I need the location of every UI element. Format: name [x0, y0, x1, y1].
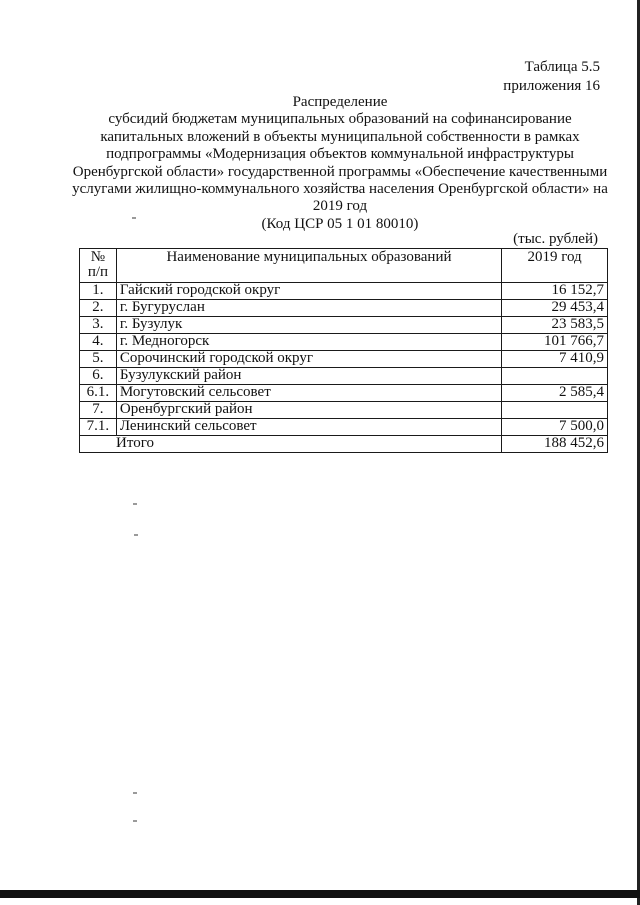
scan-speck — [133, 503, 137, 505]
total-label: Итого — [80, 436, 502, 453]
table-row — [80, 334, 608, 351]
table-header-row — [80, 249, 608, 283]
table-row — [80, 419, 608, 436]
header-number — [80, 249, 117, 283]
row-value: 7 410,9 — [502, 351, 608, 368]
row-name: Гайский городской округ — [116, 283, 501, 300]
header-number-line1: № — [90, 249, 106, 265]
row-value: 23 583,5 — [502, 317, 608, 334]
row-number: 3. — [80, 317, 117, 334]
row-value — [502, 368, 608, 385]
row-name: г. Медногорск — [116, 334, 501, 351]
table-row — [80, 402, 608, 419]
units-label: (тыс. рублей) — [513, 231, 598, 247]
table-row — [80, 283, 608, 300]
row-number: 2. — [80, 300, 117, 317]
row-name: Могутовский сельсовет — [116, 385, 501, 402]
scan-speck — [133, 820, 137, 822]
scan-speck — [132, 217, 136, 219]
row-name: Оренбургский район — [116, 402, 501, 419]
row-value: 2 585,4 — [502, 385, 608, 402]
row-name: Сорочинский городской округ — [116, 351, 501, 368]
appendix-number: приложения 16 — [503, 78, 600, 94]
scan-bottom-bar — [0, 890, 640, 898]
heading-title: Распределение — [292, 94, 388, 110]
row-number: 5. — [80, 351, 117, 368]
table-row — [80, 368, 608, 385]
scan-speck — [134, 534, 138, 536]
row-name: Бузулукский район — [116, 368, 501, 385]
table-number: Таблица 5.5 — [524, 59, 600, 75]
row-name: Ленинский сельсовет — [116, 419, 501, 436]
header-number-line2: п/п — [87, 264, 109, 280]
row-name: г. Бузулук — [116, 317, 501, 334]
row-number: 7.1. — [80, 419, 117, 436]
row-number: 4. — [80, 334, 117, 351]
subsidy-table — [79, 248, 608, 453]
row-number: 6. — [80, 368, 117, 385]
row-number: 1. — [80, 283, 117, 300]
heading-description: субсидий бюджетам муниципальных образований на софинансирование капитальных вложений в объекты муниципальной собственности в рамках подпрограммы «Модернизация объектов коммунальной инфраструктуры Оренбургской области» государственной программы «Обеспечение качественными услугами жилищно-коммунального хозяйства населения Оренбургской области» на 2019 год — [72, 111, 608, 215]
row-value — [502, 402, 608, 419]
row-value: 29 453,4 — [502, 300, 608, 317]
row-number: 6.1. — [80, 385, 117, 402]
row-value: 7 500,0 — [502, 419, 608, 436]
row-value: 16 152,7 — [502, 283, 608, 300]
table-row — [80, 300, 608, 317]
row-value: 101 766,7 — [502, 334, 608, 351]
total-row — [80, 436, 608, 453]
row-name: г. Бугуруслан — [116, 300, 501, 317]
table-row — [80, 385, 608, 402]
scan-speck — [133, 792, 137, 794]
budget-code: (Код ЦСР 05 1 01 80010) — [261, 215, 419, 232]
document-heading — [70, 94, 610, 233]
table-row — [80, 351, 608, 368]
total-value: 188 452,6 — [502, 436, 608, 453]
table-reference — [503, 58, 600, 96]
table-row — [80, 317, 608, 334]
header-name: Наименование муниципальных образований — [116, 249, 501, 283]
header-year: 2019 год — [502, 249, 608, 283]
row-number: 7. — [80, 402, 117, 419]
